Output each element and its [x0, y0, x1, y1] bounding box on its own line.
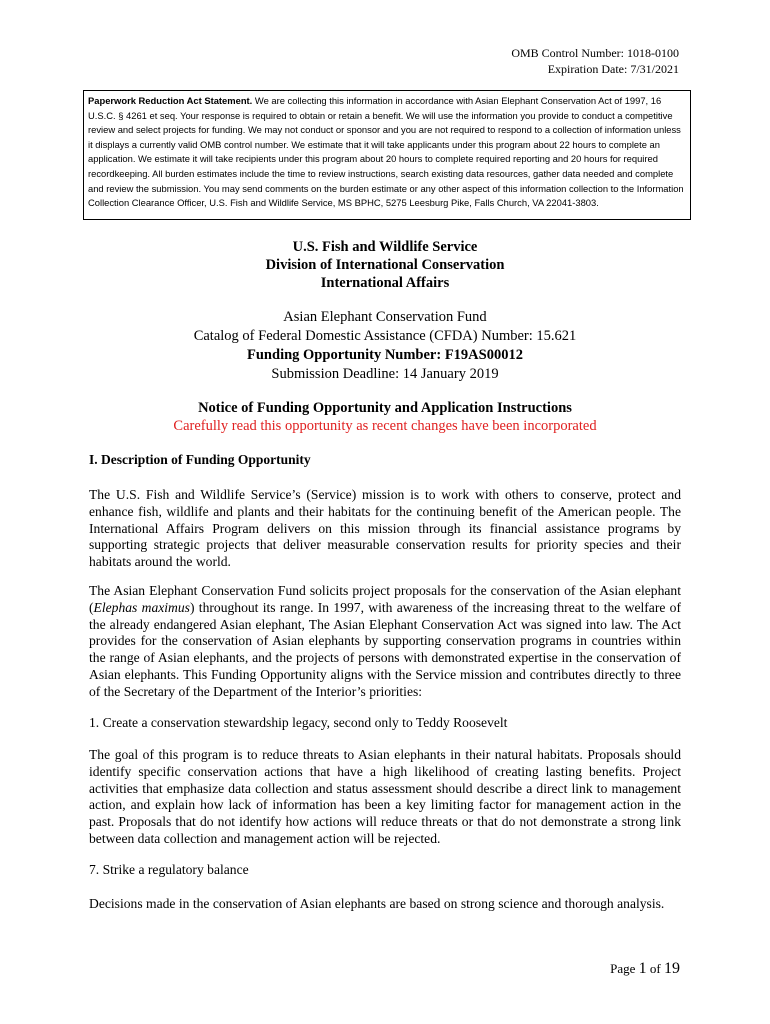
omb-expiration-date: Expiration Date: 7/31/2021: [547, 62, 679, 76]
p2-before: The Asian Elephant Conservation Fund solicits project proposals for the conservation of the Asian elephant (: [89, 583, 681, 615]
page-current: 1: [638, 960, 647, 977]
p2-after: ) throughout its range. In 1997, with awareness of the increasing threat to the welfare of the already endangered Asian elephant, The Asian Elephant Conservation Act was signed into law. The Act provides for the conservation of Asian elephants by supporting conservation programs in countries within the range of Asian elephants, and the projects of persons with demonstrated expertise in the conservation of Asian elephants. This Funding Opportunity aligns with the Service mission and contributes directly to three of the Secretary of the Department of the Interior’s priorities:: [89, 599, 682, 699]
notice-warning: Carefully read this opportunity as recent changes have been incorporated: [173, 418, 597, 434]
program-name: International Affairs: [320, 275, 450, 291]
division-name: Division of International Conservation: [265, 257, 505, 273]
paragraph-decisions: Decisions made in the conservation of Asian elephants are based on strong science and thorough analysis.: [89, 896, 665, 911]
section-heading: I. Description of Funding Opportunity: [89, 452, 311, 467]
paperwork-body: We are collecting this information in accordance with Asian Elephant Conservation Act of 1997, 16 U.S.C. § 4261 et seq. Your response is required to obtain or retain a benefit. We will use the information you provide to conduct a competitive review and select projects for funding. We may not conduct or sponsor and you are not required to respond to a collection of information unless it displays a currently valid OMB control number. We estimate that it will take applicants under this program about 22 hours to complete an application. We estimate it will take recipients under this program about 20 hours to complete required reporting and 20 hours for required recordkeeping. All burden estimates include the time to review instructions, search existing data resources, gather data needed and complete and review the submission. You may send comments on the burden estimate or any other aspect of this information collection to the Information Collection Clearance Officer, U.S. Fish and Wildlife Service, MS BPHC, 5275 Leesburg Pike, Falls Church, VA 22041-3803.: [88, 95, 684, 209]
omb-block: [511, 45, 679, 77]
paragraph-fund-description: [89, 583, 681, 701]
agency-header: [0, 238, 770, 292]
page-of: of: [646, 961, 664, 976]
paragraph-program-goal: The goal of this program is to reduce threats to Asian elephants in their natural habitats. Proposals should identify specific conservation actions that have a high likelihood of creating lasting benefits. Project activities that emphasize data collection and status assessment should describe a direct link to management action, and explain how lack of information has been a key limiting factor for management action in the past. Proposals that do not identify how actions will reduce threats or that do not demonstrate a strong link between data collection and management action will be rejected.: [89, 747, 681, 846]
funding-opportunity-number: Funding Opportunity Number: F19AS00012: [247, 347, 523, 363]
species-name: Elephas maximus: [93, 599, 190, 615]
page-total: 19: [664, 960, 680, 977]
submission-deadline: Submission Deadline: 14 January 2019: [271, 366, 499, 382]
paragraph-mission: The U.S. Fish and Wildlife Service’s (Service) mission is to work with others to conserve, protect and enhance fish, wildlife and plants and their habitats for the continuing benefit of the American people. The International Affairs Program delivers on this mission through its financial assistance programs by supporting strategic projects that deliver measurable conservation results for priority species and their habitats around the world.: [89, 487, 681, 570]
paperwork-reduction-box: [83, 90, 691, 220]
priority-7: 7. Strike a regulatory balance: [89, 862, 249, 877]
page-word: Page: [610, 961, 639, 976]
notice-header: [0, 399, 770, 435]
paperwork-heading: Paperwork Reduction Act Statement.: [88, 95, 253, 106]
fund-header: [0, 308, 770, 384]
cfda-number: Catalog of Federal Domestic Assistance (CFDA) Number: 15.621: [193, 328, 577, 344]
agency-name: U.S. Fish and Wildlife Service: [292, 239, 478, 255]
omb-control-number: OMB Control Number: 1018-0100: [511, 46, 679, 60]
notice-title: Notice of Funding Opportunity and Application Instructions: [198, 400, 572, 416]
page-number: [610, 960, 680, 978]
fund-name: Asian Elephant Conservation Fund: [283, 309, 487, 325]
priority-1: 1. Create a conservation stewardship legacy, second only to Teddy Roosevelt: [89, 715, 508, 730]
